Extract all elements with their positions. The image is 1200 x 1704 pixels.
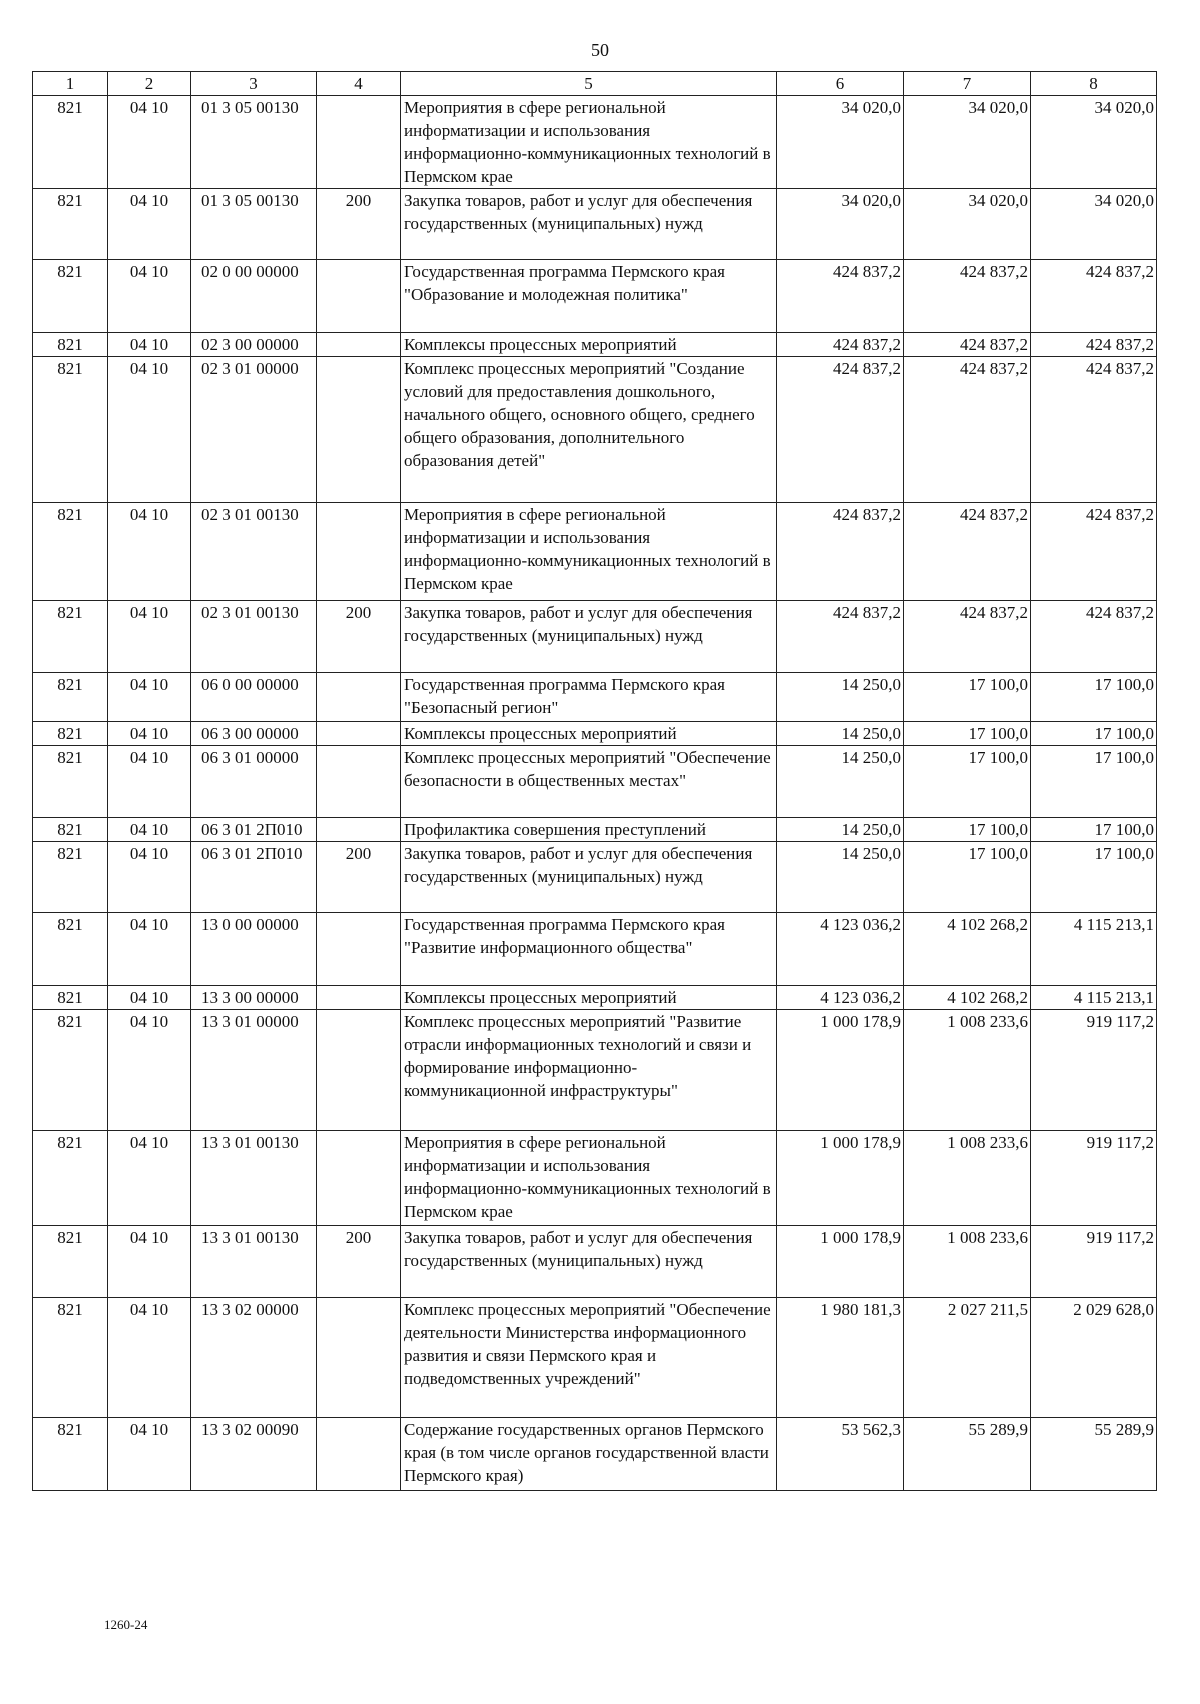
column-header: 6 [777,72,904,96]
cell-amount-year3: 4 115 213,1 [1031,913,1157,986]
document-code: 1260-24 [104,1617,148,1632]
column-header: 4 [317,72,401,96]
cell-admin-code: 821 [33,673,108,722]
cell-amount-year2: 424 837,2 [904,333,1031,357]
cell-target-code: 13 3 01 00130 [191,1226,317,1298]
cell-amount-year3: 424 837,2 [1031,260,1157,333]
column-header: 2 [108,72,191,96]
cell-target-code: 01 3 05 00130 [191,96,317,189]
cell-expense-type [317,503,401,601]
cell-expense-type [317,1418,401,1491]
cell-amount-year3: 424 837,2 [1031,503,1157,601]
cell-name: Содержание государственных органов Пермского края (в том числе органов государственной власти Пермского края) [401,1418,777,1491]
cell-amount-year3: 17 100,0 [1031,722,1157,746]
table-row [33,357,1157,503]
cell-amount-year2: 424 837,2 [904,260,1031,333]
cell-name: Закупка товаров, работ и услуг для обеспечения государственных (муниципальных) нужд [401,189,777,260]
cell-target-code: 13 3 02 00090 [191,1418,317,1491]
column-header: 1 [33,72,108,96]
cell-amount-year2: 4 102 268,2 [904,986,1031,1010]
cell-section-code: 04 10 [108,333,191,357]
cell-amount-year3: 17 100,0 [1031,746,1157,818]
cell-section-code: 04 10 [108,189,191,260]
cell-admin-code: 821 [33,842,108,913]
cell-section-code: 04 10 [108,1010,191,1131]
cell-target-code: 13 0 00 00000 [191,913,317,986]
table-row [33,1418,1157,1491]
cell-section-code: 04 10 [108,260,191,333]
table-row [33,1131,1157,1226]
cell-amount-year1: 14 250,0 [777,842,904,913]
cell-amount-year1: 34 020,0 [777,96,904,189]
cell-amount-year2: 55 289,9 [904,1418,1031,1491]
cell-expense-type [317,357,401,503]
cell-name: Закупка товаров, работ и услуг для обеспечения государственных (муниципальных) нужд [401,842,777,913]
cell-section-code: 04 10 [108,503,191,601]
cell-amount-year3: 34 020,0 [1031,189,1157,260]
cell-target-code: 06 3 00 00000 [191,722,317,746]
cell-expense-type [317,818,401,842]
cell-amount-year1: 53 562,3 [777,1418,904,1491]
cell-target-code: 06 3 01 2П010 [191,842,317,913]
cell-expense-type [317,1131,401,1226]
cell-name: Мероприятия в сфере региональной информатизации и использования информационно-коммуникационных технологий в Пермском крае [401,1131,777,1226]
cell-amount-year1: 424 837,2 [777,260,904,333]
cell-admin-code: 821 [33,1298,108,1418]
cell-section-code: 04 10 [108,96,191,189]
cell-amount-year1: 424 837,2 [777,601,904,673]
cell-amount-year3: 919 117,2 [1031,1226,1157,1298]
cell-target-code: 02 3 01 00130 [191,601,317,673]
cell-admin-code: 821 [33,333,108,357]
cell-amount-year3: 919 117,2 [1031,1131,1157,1226]
cell-amount-year2: 17 100,0 [904,818,1031,842]
cell-amount-year1: 14 250,0 [777,673,904,722]
cell-amount-year1: 424 837,2 [777,357,904,503]
cell-admin-code: 821 [33,260,108,333]
cell-expense-type [317,96,401,189]
cell-section-code: 04 10 [108,1226,191,1298]
table-row [33,913,1157,986]
table-row [33,503,1157,601]
cell-expense-type [317,722,401,746]
cell-target-code: 06 0 00 00000 [191,673,317,722]
cell-amount-year1: 14 250,0 [777,818,904,842]
cell-amount-year3: 4 115 213,1 [1031,986,1157,1010]
cell-admin-code: 821 [33,503,108,601]
cell-name: Государственная программа Пермского края "Образование и молодежная политика" [401,260,777,333]
cell-amount-year1: 1 000 178,9 [777,1010,904,1131]
cell-admin-code: 821 [33,601,108,673]
cell-admin-code: 821 [33,1131,108,1226]
cell-section-code: 04 10 [108,746,191,818]
cell-section-code: 04 10 [108,1131,191,1226]
cell-amount-year2: 1 008 233,6 [904,1131,1031,1226]
cell-amount-year1: 1 000 178,9 [777,1226,904,1298]
cell-name: Комплексы процессных мероприятий [401,722,777,746]
cell-name: Комплекс процессных мероприятий "Обеспечение безопасности в общественных местах" [401,746,777,818]
cell-name: Мероприятия в сфере региональной информатизации и использования информационно-коммуникационных технологий в Пермском крае [401,96,777,189]
cell-admin-code: 821 [33,1010,108,1131]
cell-admin-code: 821 [33,986,108,1010]
table-row [33,1226,1157,1298]
cell-target-code: 02 3 00 00000 [191,333,317,357]
cell-amount-year3: 424 837,2 [1031,333,1157,357]
cell-section-code: 04 10 [108,818,191,842]
cell-amount-year1: 14 250,0 [777,722,904,746]
cell-expense-type: 200 [317,601,401,673]
table-row [33,1010,1157,1131]
cell-amount-year2: 1 008 233,6 [904,1226,1031,1298]
cell-admin-code: 821 [33,96,108,189]
column-header: 3 [191,72,317,96]
cell-name: Комплекс процессных мероприятий "Создание условий для предоставления дошкольного, начального общего, основного общего, среднего общего образования, дополнительного образования детей" [401,357,777,503]
cell-section-code: 04 10 [108,986,191,1010]
cell-name: Комплекс процессных мероприятий "Развитие отрасли информационных технологий и связи и формирование информационно-коммуникационной инфраструктуры" [401,1010,777,1131]
budget-table [32,71,1157,1491]
table-row [33,260,1157,333]
cell-admin-code: 821 [33,357,108,503]
cell-target-code: 13 3 01 00130 [191,1131,317,1226]
cell-expense-type [317,986,401,1010]
cell-amount-year3: 424 837,2 [1031,357,1157,503]
cell-amount-year1: 34 020,0 [777,189,904,260]
cell-section-code: 04 10 [108,601,191,673]
cell-amount-year1: 424 837,2 [777,333,904,357]
cell-admin-code: 821 [33,913,108,986]
cell-amount-year3: 17 100,0 [1031,673,1157,722]
table-row [33,1298,1157,1418]
cell-name: Комплексы процессных мероприятий [401,333,777,357]
cell-amount-year2: 2 027 211,5 [904,1298,1031,1418]
cell-amount-year2: 17 100,0 [904,746,1031,818]
table-row [33,818,1157,842]
cell-amount-year3: 17 100,0 [1031,842,1157,913]
column-header: 5 [401,72,777,96]
cell-section-code: 04 10 [108,842,191,913]
column-header: 7 [904,72,1031,96]
cell-admin-code: 821 [33,189,108,260]
cell-amount-year1: 1 000 178,9 [777,1131,904,1226]
cell-expense-type [317,333,401,357]
table-row [33,189,1157,260]
cell-target-code: 13 3 01 00000 [191,1010,317,1131]
column-header: 8 [1031,72,1157,96]
cell-name: Государственная программа Пермского края "Безопасный регион" [401,673,777,722]
cell-amount-year2: 424 837,2 [904,357,1031,503]
cell-amount-year1: 1 980 181,3 [777,1298,904,1418]
cell-section-code: 04 10 [108,357,191,503]
table-row [33,722,1157,746]
cell-admin-code: 821 [33,818,108,842]
cell-amount-year3: 424 837,2 [1031,601,1157,673]
cell-admin-code: 821 [33,746,108,818]
header-row [33,72,1157,96]
table-row [33,746,1157,818]
cell-amount-year3: 17 100,0 [1031,818,1157,842]
cell-amount-year2: 34 020,0 [904,96,1031,189]
cell-name: Закупка товаров, работ и услуг для обеспечения государственных (муниципальных) нужд [401,1226,777,1298]
cell-amount-year3: 919 117,2 [1031,1010,1157,1131]
cell-amount-year2: 17 100,0 [904,842,1031,913]
table-row [33,601,1157,673]
cell-amount-year3: 2 029 628,0 [1031,1298,1157,1418]
cell-amount-year2: 17 100,0 [904,722,1031,746]
cell-target-code: 06 3 01 2П010 [191,818,317,842]
cell-admin-code: 821 [33,1226,108,1298]
cell-amount-year1: 4 123 036,2 [777,986,904,1010]
cell-target-code: 02 0 00 00000 [191,260,317,333]
table-body [33,96,1157,1491]
table-row [33,986,1157,1010]
cell-amount-year2: 4 102 268,2 [904,913,1031,986]
cell-section-code: 04 10 [108,673,191,722]
cell-expense-type: 200 [317,842,401,913]
cell-amount-year1: 4 123 036,2 [777,913,904,986]
cell-amount-year1: 424 837,2 [777,503,904,601]
cell-admin-code: 821 [33,722,108,746]
cell-expense-type [317,913,401,986]
cell-admin-code: 821 [33,1418,108,1491]
cell-section-code: 04 10 [108,1418,191,1491]
cell-name: Профилактика совершения преступлений [401,818,777,842]
cell-amount-year3: 34 020,0 [1031,96,1157,189]
cell-section-code: 04 10 [108,913,191,986]
cell-target-code: 06 3 01 00000 [191,746,317,818]
cell-target-code: 13 3 02 00000 [191,1298,317,1418]
cell-name: Закупка товаров, работ и услуг для обеспечения государственных (муниципальных) нужд [401,601,777,673]
cell-amount-year2: 424 837,2 [904,601,1031,673]
page-number: 50 [591,40,609,60]
cell-section-code: 04 10 [108,1298,191,1418]
cell-expense-type [317,260,401,333]
cell-target-code: 01 3 05 00130 [191,189,317,260]
table-row [33,673,1157,722]
cell-name: Комплексы процессных мероприятий [401,986,777,1010]
table-row [33,842,1157,913]
cell-amount-year1: 14 250,0 [777,746,904,818]
cell-target-code: 02 3 01 00000 [191,357,317,503]
cell-expense-type [317,1010,401,1131]
cell-name: Государственная программа Пермского края "Развитие информационного общества" [401,913,777,986]
cell-expense-type [317,746,401,818]
cell-target-code: 02 3 01 00130 [191,503,317,601]
cell-expense-type: 200 [317,189,401,260]
cell-amount-year3: 55 289,9 [1031,1418,1157,1491]
cell-expense-type [317,1298,401,1418]
cell-amount-year2: 17 100,0 [904,673,1031,722]
cell-expense-type [317,673,401,722]
cell-name: Мероприятия в сфере региональной информатизации и использования информационно-коммуникационных технологий в Пермском крае [401,503,777,601]
cell-amount-year2: 424 837,2 [904,503,1031,601]
table-row [33,333,1157,357]
cell-section-code: 04 10 [108,722,191,746]
table-row [33,96,1157,189]
cell-name: Комплекс процессных мероприятий "Обеспечение деятельности Министерства информационного развития и связи Пермского края и подведомственных учреждений" [401,1298,777,1418]
cell-target-code: 13 3 00 00000 [191,986,317,1010]
cell-amount-year2: 1 008 233,6 [904,1010,1031,1131]
cell-amount-year2: 34 020,0 [904,189,1031,260]
cell-expense-type: 200 [317,1226,401,1298]
